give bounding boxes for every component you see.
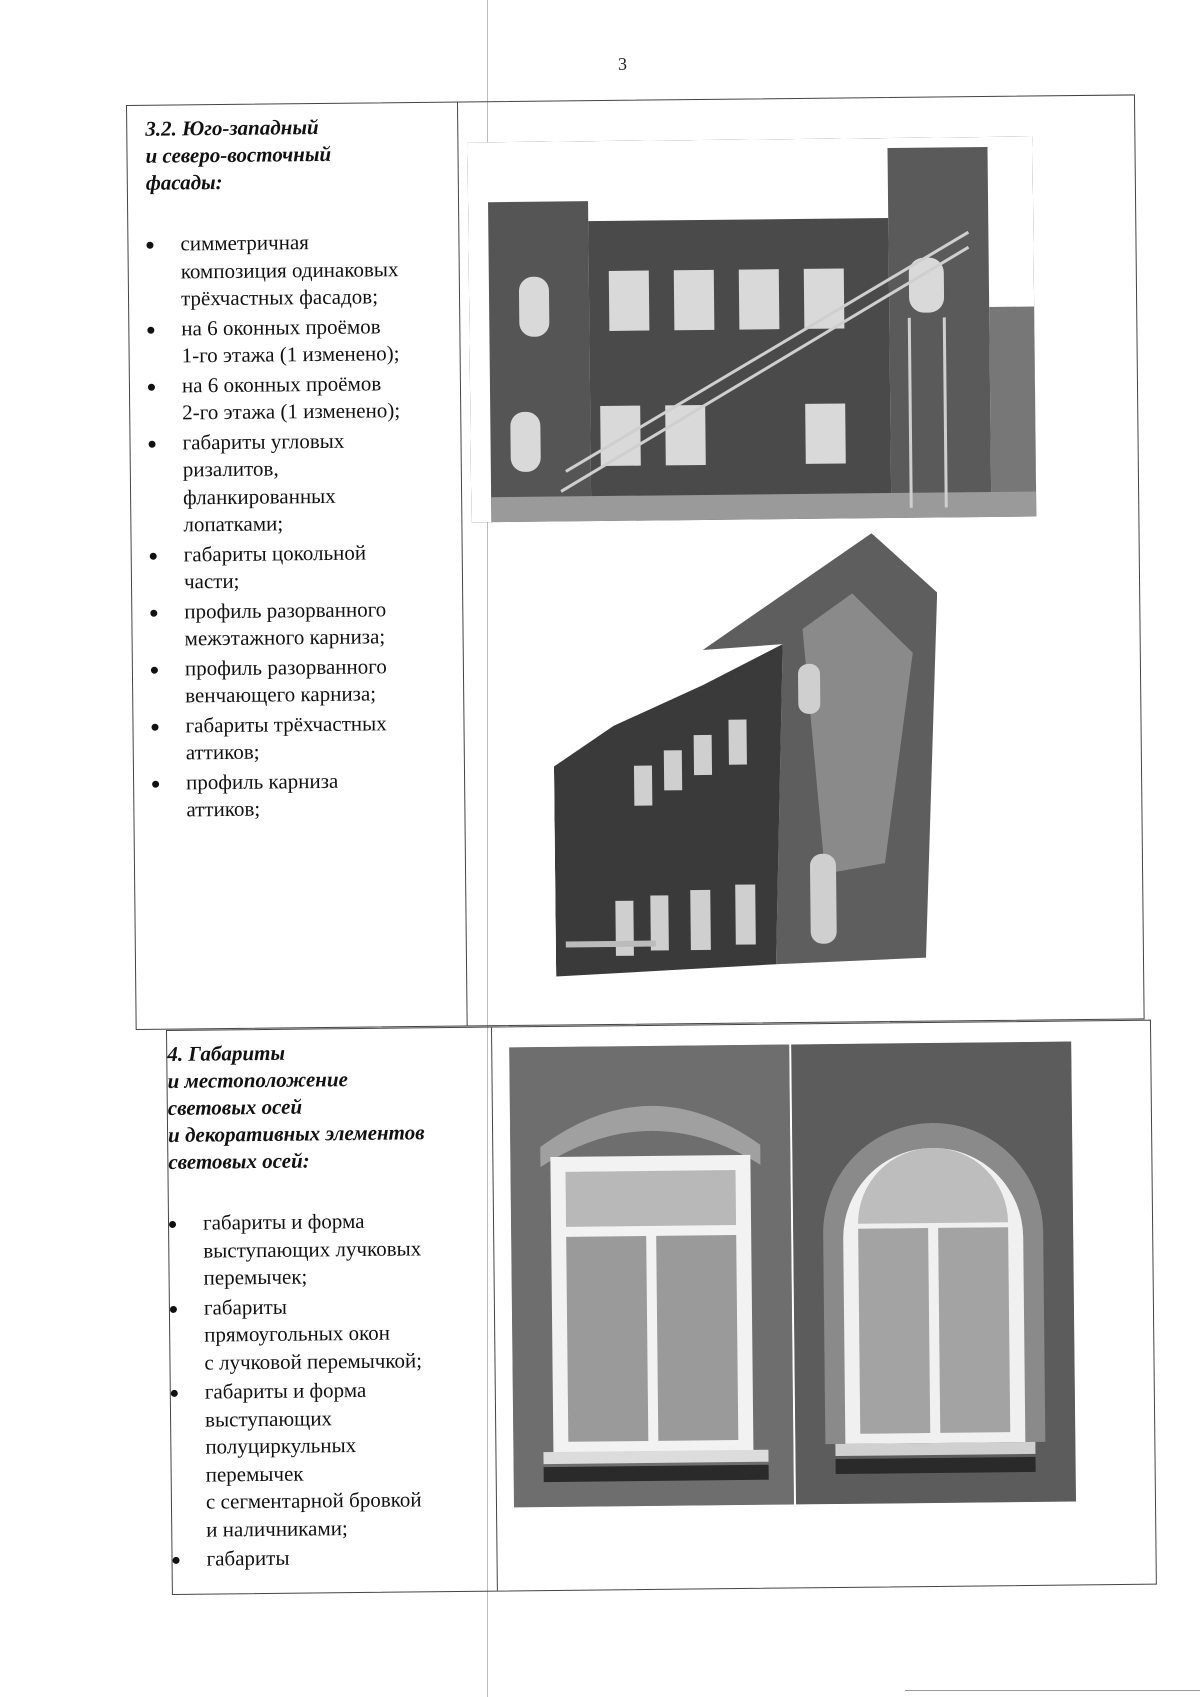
facade-corner-photo [552,533,942,1007]
list-item [151,652,464,710]
bullet-list [169,1207,497,1574]
list-item [151,709,464,767]
list-item [152,766,465,824]
list-item-text: габариты [206,1545,290,1571]
bullet-icon [151,723,158,730]
window-semicircular-lintel-image [791,1042,1076,1505]
bullet-icon [171,1390,178,1397]
list-item [171,1376,497,1544]
table-section-facades [126,94,1145,1030]
facade-corner-image [552,533,942,1007]
list-item [148,426,461,539]
bullet-icon [169,1221,176,1228]
list-item [147,312,460,370]
list-item-text: габариты угловых ризалитов, фланкированных лопатками; [182,428,345,537]
bullet-icon [170,1305,177,1312]
list-item [150,538,463,596]
list-item-text: габариты прямоугольных окон с лучковой перемычкой; [203,1294,423,1375]
window-segmental-lintel-image [509,1044,794,1507]
bullet-icon [173,1557,180,1564]
list-item-text: на 6 оконных проёмов 1-го этажа (1 изменено); [181,313,400,368]
bullet-icon [149,440,156,447]
bullet-list [146,228,464,825]
list-item-text: габариты трёхчастных аттиков; [185,710,387,765]
bullet-icon [148,383,155,390]
section-heading: 3.2. Юго-западный и северо-восточный фасады: [145,114,332,195]
list-item-text: на 6 оконных проёмов 2-го этажа (1 изменено); [181,370,401,425]
text-cell [167,1028,497,1576]
bullet-icon [151,666,158,673]
section-heading: 4. Габариты и местоположение световых осей и декоративных элементов световых осей: [167,1040,425,1174]
list-item-text: габариты и форма выступающих лучковых перемычек; [202,1208,422,1290]
list-item-text: профиль карниза аттиков; [185,768,339,822]
bullet-icon [150,552,157,559]
list-item-text: профиль разорванного межэтажного карниза; [184,596,387,651]
list-item [148,369,461,427]
bullet-icon [150,609,157,616]
list-item [172,1543,496,1574]
window-semicircular-lintel-photo [791,1042,1076,1505]
window-segmental-lintel-photo [509,1044,794,1507]
list-item-text: габариты цокольной части; [183,540,367,594]
facade-front-image [467,137,1036,523]
table-section-light-axes [166,1020,1157,1595]
bullet-icon [152,780,159,787]
page-number: 3 [618,54,627,74]
list-item [170,1291,495,1377]
list-item [146,228,459,314]
scan-edge-line [905,1690,1200,1691]
list-item-text: габариты и форма выступающих полуциркульных перемычек с сегментарной бровкой и наличниками; [204,1377,422,1542]
bullet-icon [146,242,153,249]
list-item-text: симметричная композиция одинаковых трёхчастных фасадов; [180,230,399,311]
list-item [169,1207,494,1293]
list-item-text: профиль разорванного венчающего карниза; [184,653,387,708]
facade-front-photo [467,137,1036,523]
text-cell [127,103,465,827]
bullet-icon [147,326,154,333]
list-item [150,595,463,653]
